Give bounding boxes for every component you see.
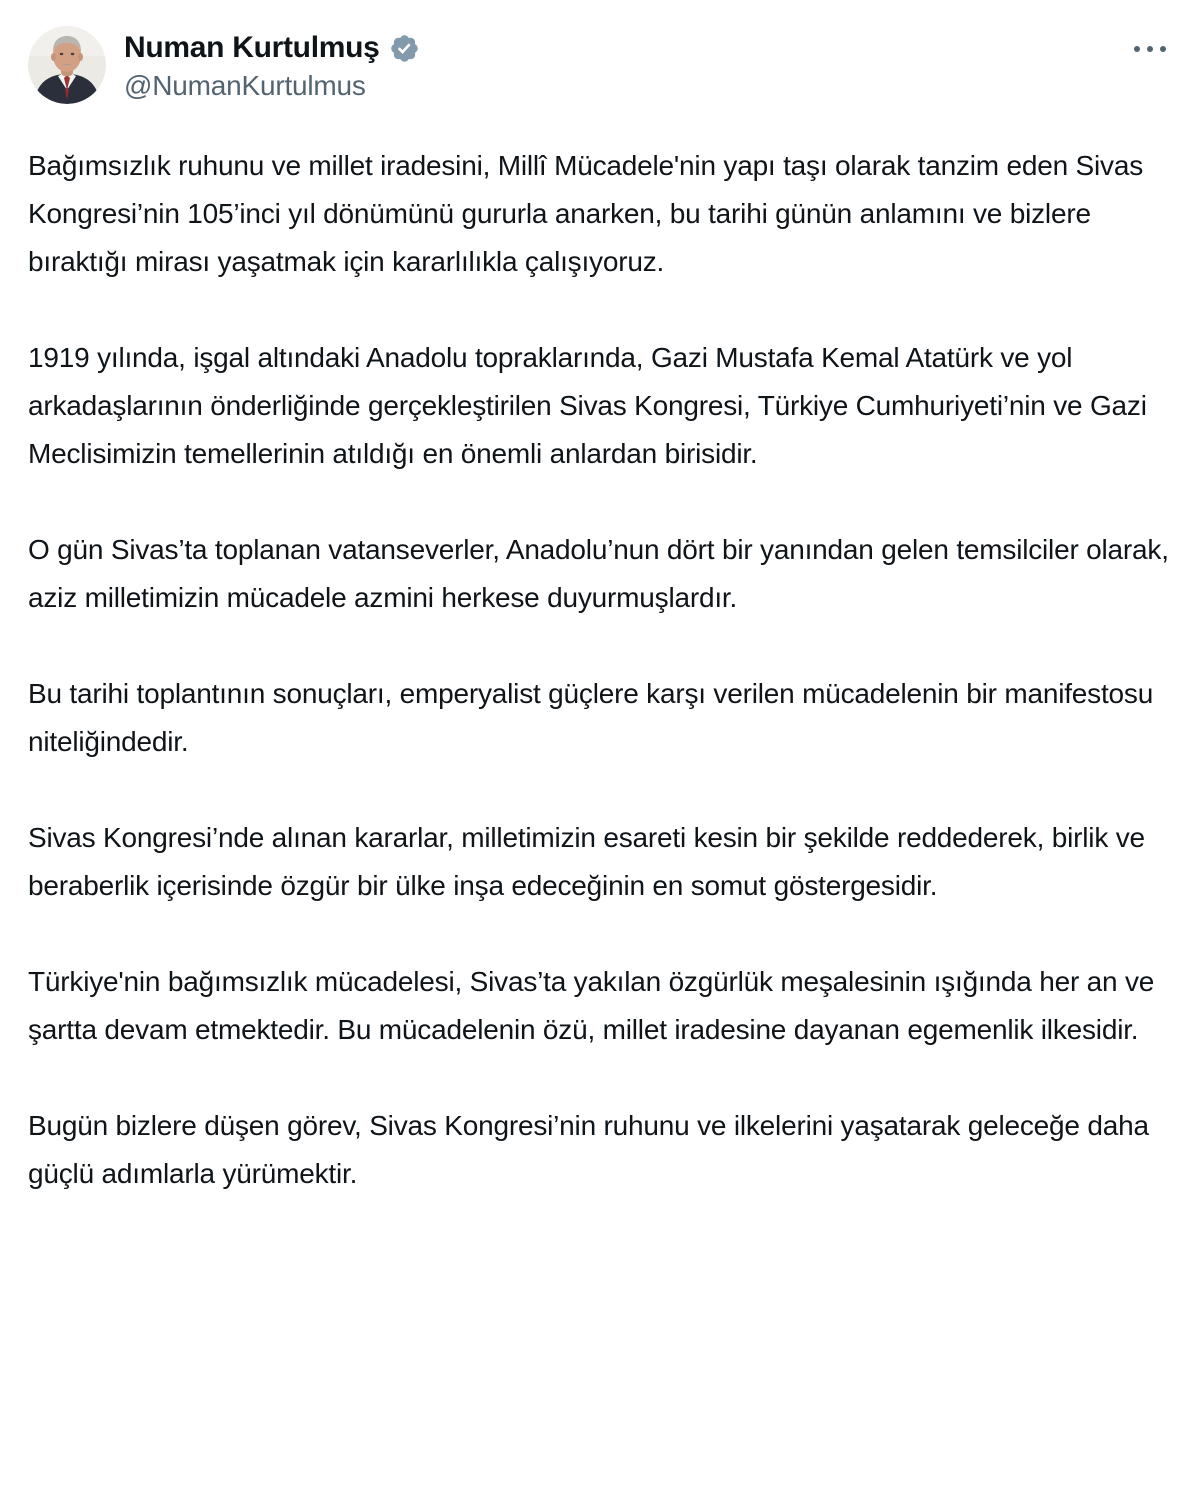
tweet-text — [28, 142, 1172, 1198]
tweet-paragraph: Türkiye'nin bağımsızlık mücadelesi, Sivas’ta yakılan özgürlük meşalesinin ışığında her an ve şartta devam etmektedir. Bu mücadelenin özü, millet iradesine dayanan egemenlik ilkesidir. — [28, 966, 1155, 1045]
tweet-paragraph: Sivas Kongresi’nde alınan kararlar, milletimizin esareti kesin bir şekilde reddederek, birlik ve beraberlik içerisinde özgür bir ülke inşa edeceğinin en somut göstergesidir. — [28, 822, 1145, 901]
avatar[interactable] — [28, 26, 106, 104]
verified-badge-icon[interactable] — [389, 33, 420, 64]
tweet-paragraph: Bu tarihi toplantının sonuçları, emperyalist güçlere karşı verilen mücadelenin bir manifestosu niteliğindedir. — [28, 678, 1154, 757]
tweet-paragraph: O gün Sivas’ta toplanan vatanseverler, Anadolu’nun dört bir yanından gelen temsilciler olarak, aziz milletimizin mücadele azmini herkese duyurmuşlardır. — [28, 534, 1169, 613]
author-name-row — [124, 28, 420, 68]
more-icon — [1134, 46, 1166, 52]
author-block — [124, 26, 420, 104]
author-handle[interactable]: @NumanKurtulmus — [124, 70, 366, 101]
tweet-header — [28, 26, 1172, 104]
profile-photo-icon — [28, 26, 106, 104]
tweet-paragraph: Bugün bizlere düşen görev, Sivas Kongresi’nin ruhunu ve ilkelerini yaşatarak geleceğe daha güçlü adımlarla yürümektir. — [28, 1110, 1149, 1189]
tweet-paragraph: Bağımsızlık ruhunu ve millet iradesini, Millî Mücadele'nin yapı taşı olarak tanzim eden Sivas Kongresi’nin 105’inci yıl dönümünü gururla anarken, bu tarihi günün anlamını ve bizlere bıraktığı mirası yaşatmak için kararlılıkla çalışıyoruz. — [28, 150, 1144, 277]
more-button[interactable] — [1128, 40, 1172, 58]
author-name[interactable]: Numan Kurtulmuş — [124, 31, 380, 64]
tweet-paragraph: 1919 yılında, işgal altındaki Anadolu topraklarında, Gazi Mustafa Kemal Atatürk ve yol arkadaşlarının önderliğinde gerçekleştirilen Sivas Kongresi, Türkiye Cumhuriyeti’nin ve Gazi Meclisimizin temellerinin atıldığı en önemli anlardan birisidir. — [28, 342, 1147, 469]
